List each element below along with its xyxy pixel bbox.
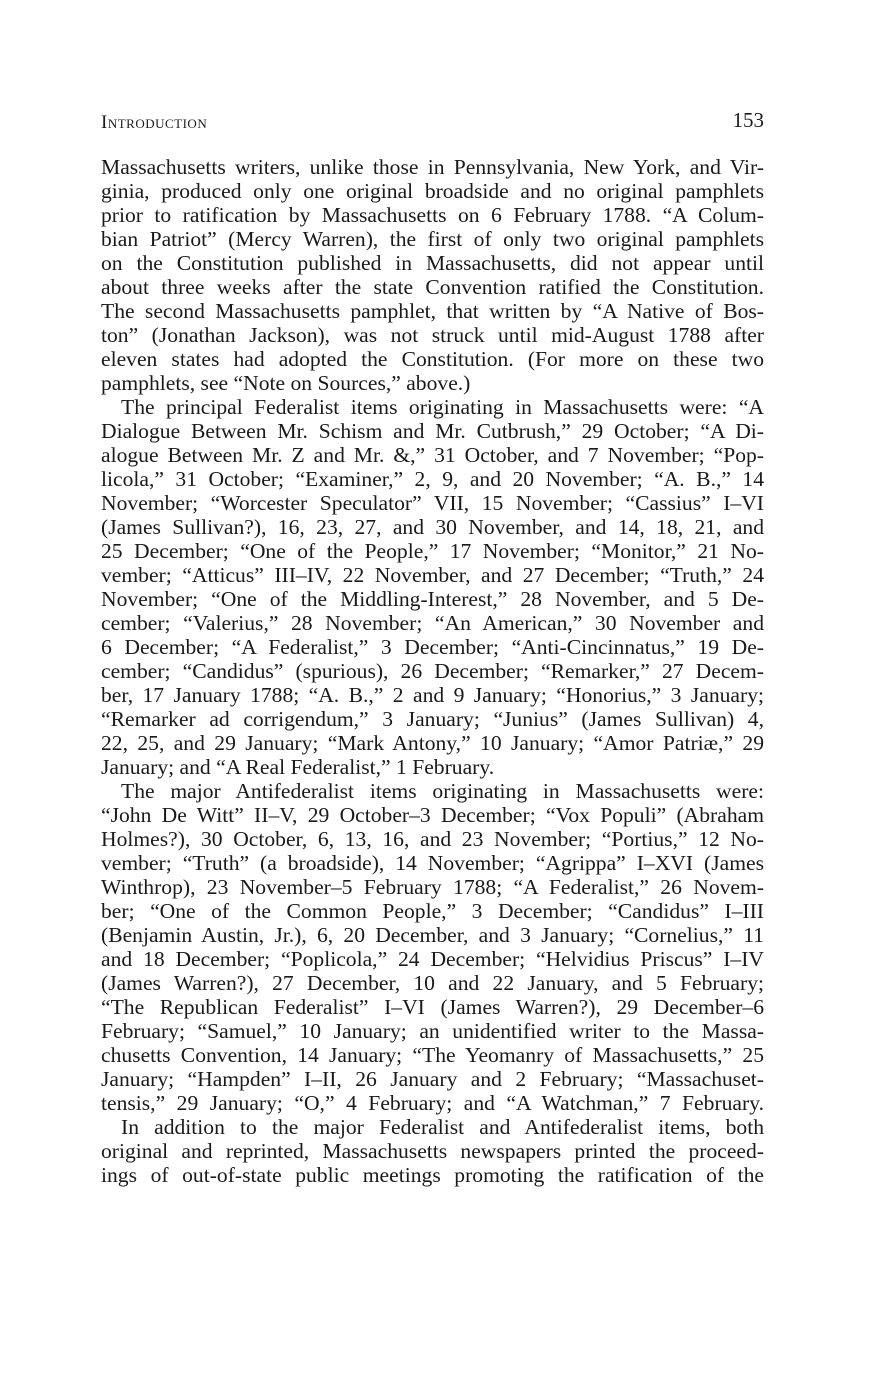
text-line: vember; “Truth” (a broadside), 14 November; “Agrippa” I–XVI (James xyxy=(101,851,764,875)
text-line: (Benjamin Austin, Jr.), 6, 20 December, and 3 January; “Cornelius,” 11 xyxy=(101,923,764,947)
text-line: on the Constitution published in Massachusetts, did not appear until xyxy=(101,251,764,275)
text-line: January; and “A Real Federalist,” 1 February. xyxy=(101,755,495,779)
text-line: eleven states had adopted the Constitution. (For more on these two xyxy=(101,347,764,371)
text-line: Massachusetts writers, unlike those in Pennsylvania, New York, and Vir- xyxy=(101,155,764,179)
text-line: (James Warren?), 27 December, 10 and 22 January, and 5 February; xyxy=(101,971,764,995)
page-number: 153 xyxy=(732,108,764,132)
text-line: ber, 17 January 1788; “A. B.,” 2 and 9 January; “Honorius,” 3 January; xyxy=(101,683,764,707)
text-line: prior to ratification by Massachusetts on 6 February 1788. “A Colum- xyxy=(101,203,764,227)
text-line: The major Antifederalist items originating in Massachusetts were: xyxy=(121,779,764,803)
text-line: and 18 December; “Poplicola,” 24 December; “Helvidius Priscus” I–IV xyxy=(101,947,764,971)
text-line: 22, 25, and 29 January; “Mark Antony,” 10 January; “Amor Patriæ,” 29 xyxy=(101,731,764,755)
text-line: ber; “One of the Common People,” 3 December; “Candidus” I–III xyxy=(101,899,764,923)
paragraph xyxy=(101,395,764,779)
text-line: November; “One of the Middling-Interest,” 28 November, and 5 De- xyxy=(101,587,764,611)
text-line: In addition to the major Federalist and Antifederalist items, both xyxy=(121,1115,764,1139)
text-line: pamphlets, see “Note on Sources,” above.) xyxy=(101,371,471,395)
text-line: Dialogue Between Mr. Schism and Mr. Cutbrush,” 29 October; “A Di- xyxy=(101,419,764,443)
text-line: Holmes?), 30 October, 6, 13, 16, and 23 November; “Portius,” 12 No- xyxy=(101,827,764,851)
running-title: Introduction xyxy=(101,112,208,133)
text-line: licola,” 31 October; “Examiner,” 2, 9, and 20 November; “A. B.,” 14 xyxy=(101,467,764,491)
text-line: cember; “Valerius,” 28 November; “An American,” 30 November and xyxy=(101,611,764,635)
text-line: (James Sullivan?), 16, 23, 27, and 30 November, and 14, 18, 21, and xyxy=(101,515,764,539)
text-line: alogue Between Mr. Z and Mr. &,” 31 October, and 7 November; “Pop- xyxy=(101,443,764,467)
text-line: “John De Witt” II–V, 29 October–3 December; “Vox Populi” (Abraham xyxy=(101,803,764,827)
text-line: tensis,” 29 January; “O,” 4 February; and “A Watchman,” 7 February. xyxy=(101,1091,764,1115)
text-line: about three weeks after the state Convention ratified the Constitution. xyxy=(101,275,764,299)
text-line: “Remarker ad corrigendum,” 3 January; “Junius” (James Sullivan) 4, xyxy=(101,707,764,731)
text-line: The second Massachusetts pamphlet, that written by “A Native of Bos- xyxy=(101,299,764,323)
text-line: ings of out-of-state public meetings promoting the ratification of the xyxy=(101,1163,764,1187)
text-line: bian Patriot” (Mercy Warren), the first of only two original pamphlets xyxy=(101,227,764,251)
text-line: 25 December; “One of the People,” 17 November; “Monitor,” 21 No- xyxy=(101,539,764,563)
running-head xyxy=(101,108,764,138)
text-line: The principal Federalist items originating in Massachusetts were: “A xyxy=(121,395,764,419)
text-line: November; “Worcester Speculator” VII, 15 November; “Cassius” I–VI xyxy=(101,491,764,515)
paragraph xyxy=(101,779,764,1115)
text-line: original and reprinted, Massachusetts newspapers printed the proceed- xyxy=(101,1139,764,1163)
text-line: “The Republican Federalist” I–VI (James Warren?), 29 December–6 xyxy=(101,995,764,1019)
text-line: Winthrop), 23 November–5 February 1788; “A Federalist,” 26 Novem- xyxy=(101,875,764,899)
paragraph xyxy=(101,1115,764,1187)
paragraph xyxy=(101,155,764,395)
text-line: cember; “Candidus” (spurious), 26 December; “Remarker,” 27 Decem- xyxy=(101,659,764,683)
text-line: February; “Samuel,” 10 January; an unidentified writer to the Massa- xyxy=(101,1019,764,1043)
text-line: chusetts Convention, 14 January; “The Yeomanry of Massachusetts,” 25 xyxy=(101,1043,764,1067)
text-line: 6 December; “A Federalist,” 3 December; “Anti-Cincinnatus,” 19 De- xyxy=(101,635,764,659)
body-text xyxy=(101,155,764,1187)
text-line: vember; “Atticus” III–IV, 22 November, and 27 December; “Truth,” 24 xyxy=(101,563,764,587)
text-line: January; “Hampden” I–II, 26 January and 2 February; “Massachuset- xyxy=(101,1067,764,1091)
text-line: ton” (Jonathan Jackson), was not struck until mid-August 1788 after xyxy=(101,323,764,347)
text-line: ginia, produced only one original broadside and no original pamphlets xyxy=(101,179,764,203)
